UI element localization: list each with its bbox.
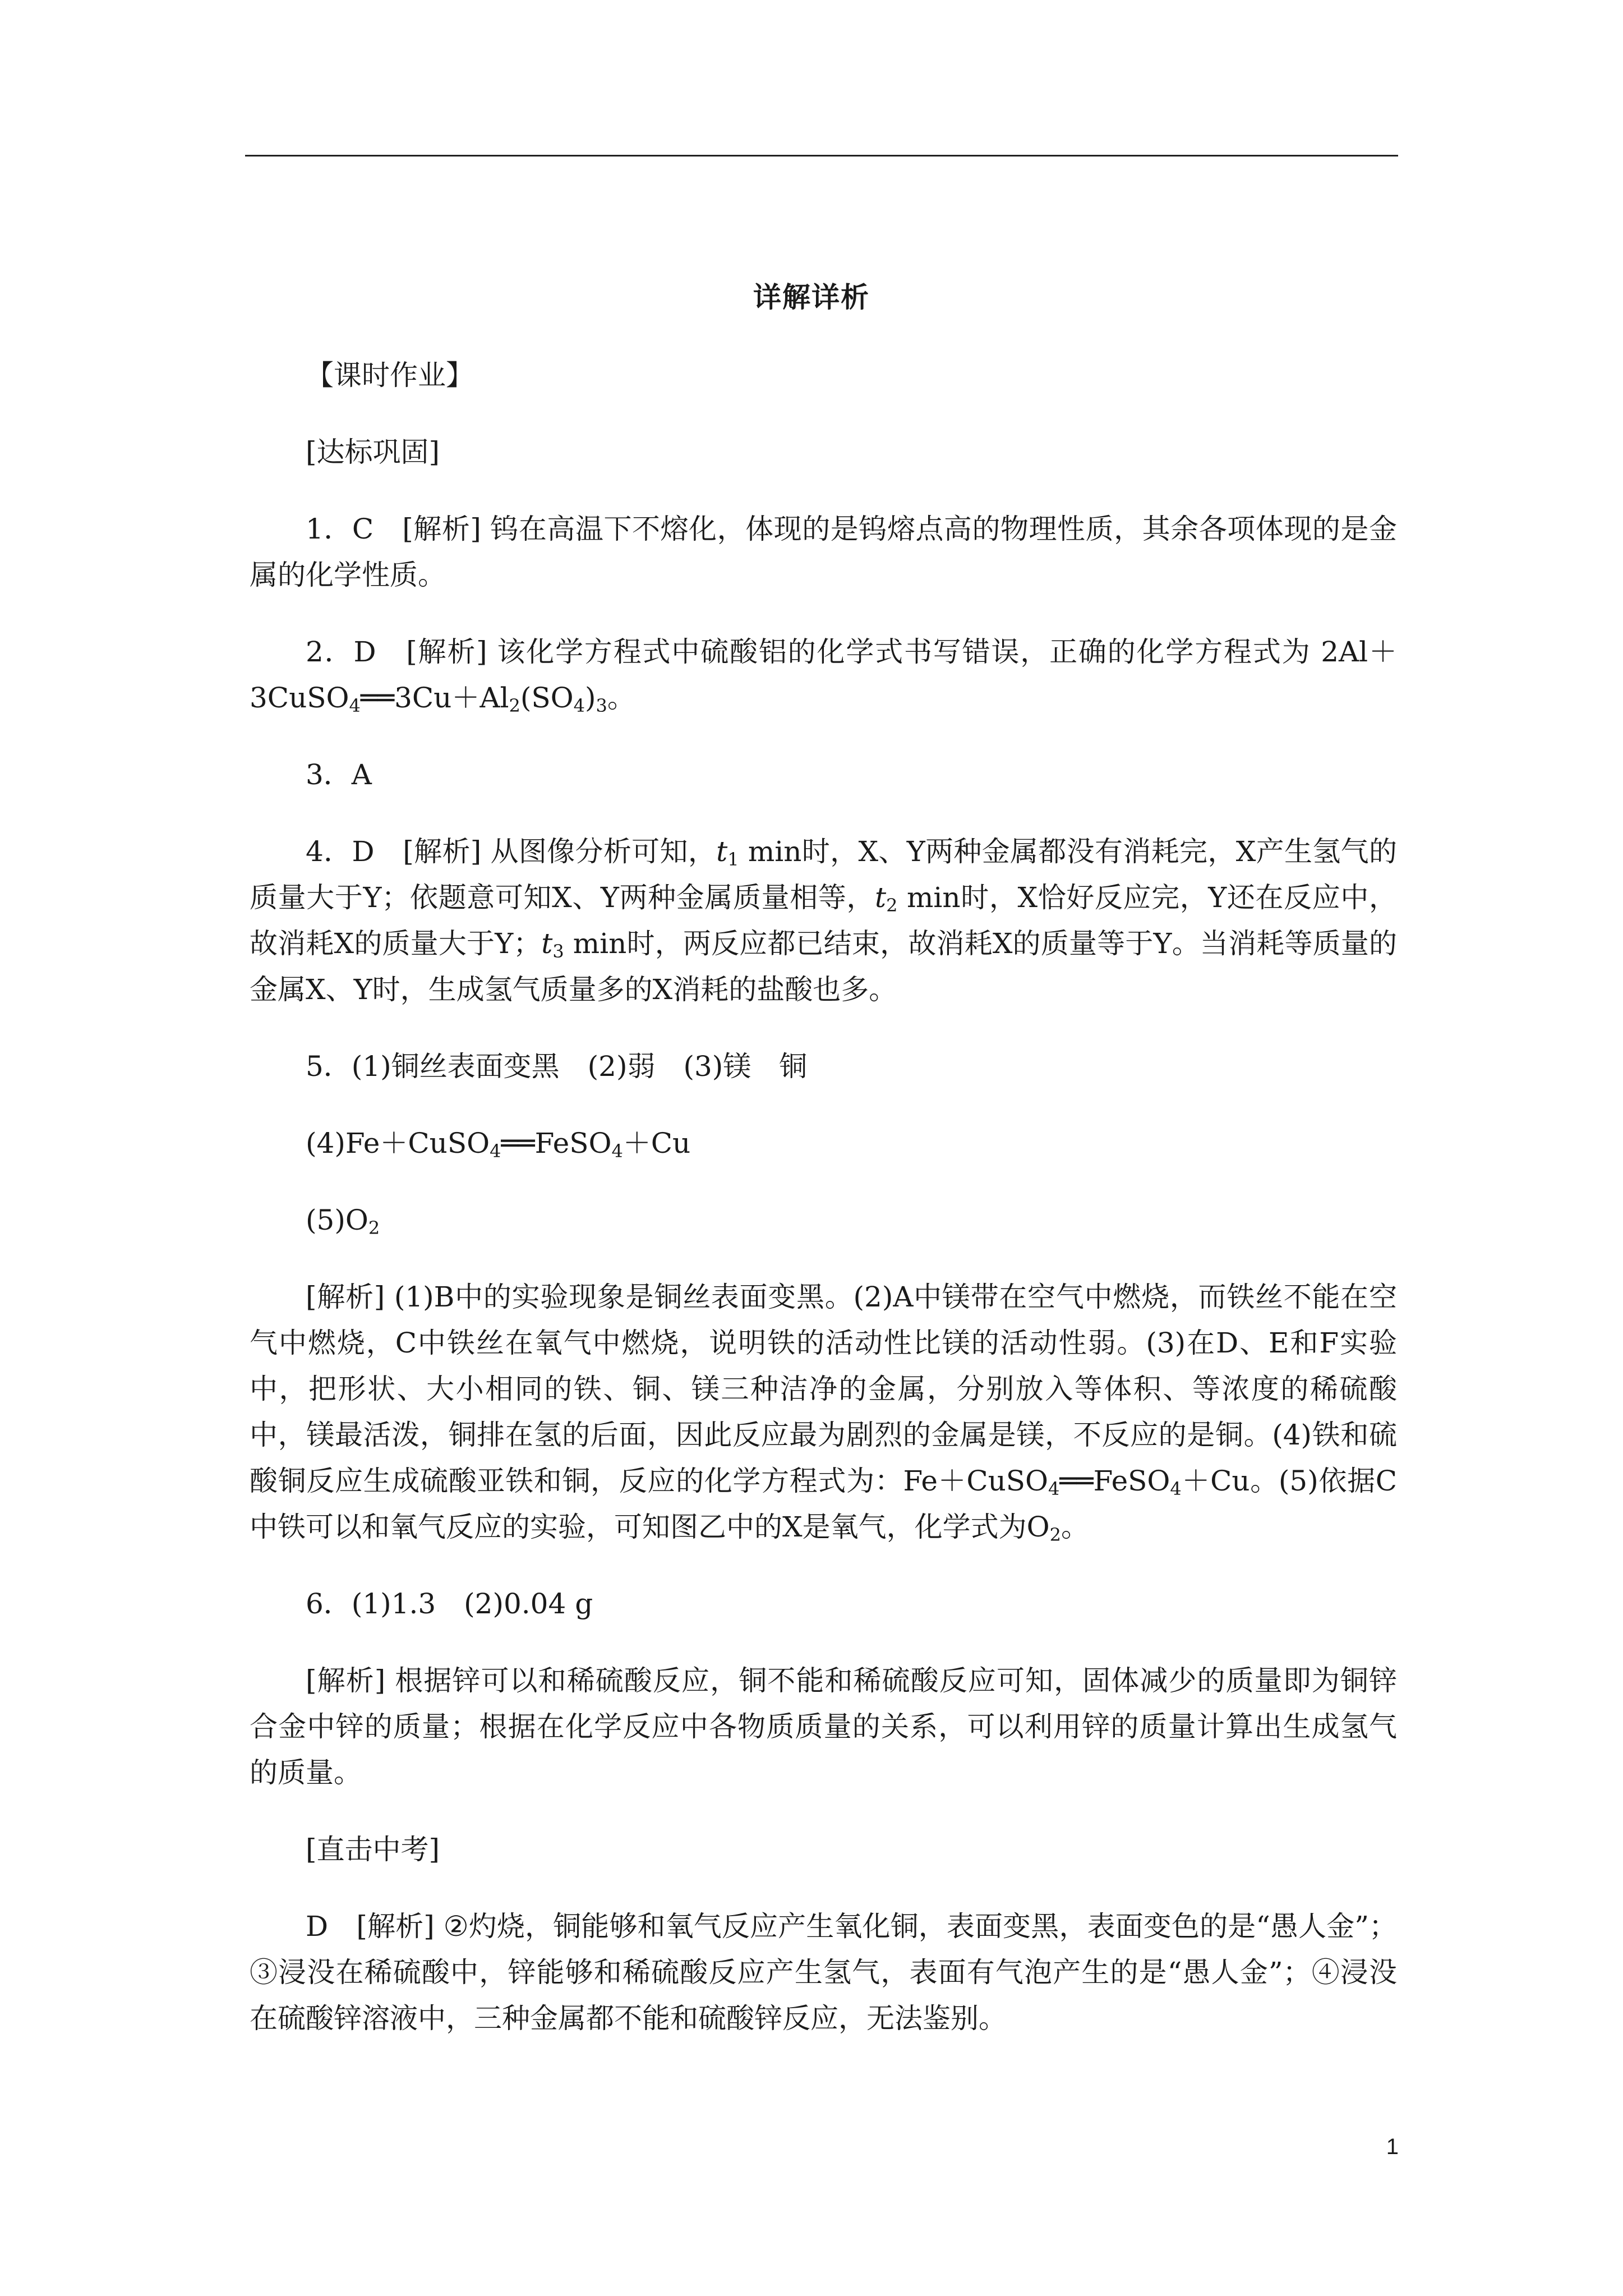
answer-1: 1．C [解析] 钨在高温下不熔化，体现的是钨熔点高的物理性质，其余各项体现的是金属的化学性质。: [250, 513, 1397, 591]
answer-6-line1: 6．(1)1.3 (2)0.04 g: [306, 1588, 593, 1620]
answer-4: 4．D [解析] 从图像分析可知，$t_1$ min时，X、Y两种金属都没有消耗完，X产生氢气的质量大于Y；依题意可知X、Y两种金属质量相等，$t_2$ min时，X恰好反应完，Y还在反应中，故消耗X的质量大于Y；$t_3$ min时，两反应都已结束，故消耗X的质量等于Y。当消耗等质量的金属X、Y时，生成氢气质量多的X消耗的盐酸也多。: [250, 835, 1397, 1006]
section-heading-exam: [直击中考]: [306, 1833, 440, 1866]
section-heading-consolidate: [达标巩固]: [306, 436, 440, 468]
page-number: 1: [1386, 2134, 1399, 2159]
answer-5-line2: (4)Fe＋CuSO$_4$══FeSO$_4$＋Cu: [306, 1127, 691, 1162]
answer-5-analysis: [解析] (1)B中的实验现象是铜丝表面变黑。(2)A中镁带在空气中燃烧，而铁丝不能在空气中燃烧，C中铁丝在氧气中燃烧，说明铁的活动性比镁的活动性弱。(3)在D、E和F实验中，把形状、大小相同的铁、铜、镁三种洁净的金属，分别放入等体积、等浓度的稀硫酸中，镁最活泼，铜排在氢的后面，因此反应最为剧烈的金属是镁，不反应的是铜。(4)铁和硫酸铜反应生成硫酸亚铁和铜，反应的化学方程式为：Fe＋CuSO$_4$══FeSO$_4$＋Cu。(5)依据C中铁可以和氧气反应的实验，可知图乙中的X是氧气，化学式为$O_2$。: [250, 1281, 1398, 1545]
page-title: 详解详析: [753, 281, 870, 314]
header-rule: [245, 155, 1398, 157]
answer-6-analysis: [解析] 根据锌可以和稀硫酸反应，铜不能和稀硫酸反应可知，固体减少的质量即为铜锌合金中锌的质量；根据在化学反应中各物质质量的关系，可以利用锌的质量计算出生成氢气的质量。: [250, 1664, 1397, 1789]
answer-2: 2．D [解析] 该化学方程式中硫酸铝的化学式书写错误，正确的化学方程式为 $2Al+3CuSO_4══3Cu+Al_2(SO_4)_3$。: [250, 636, 1397, 716]
section-heading-homework: 【课时作业】: [306, 359, 474, 392]
answer-3: 3．A: [306, 758, 372, 791]
document-body: [250, 352, 1397, 2072]
exam-answer: D [解析] ②灼烧，铜能够和氧气反应产生氧化铜，表面变黑，表面变色的是“愚人金”；③浸没在稀硫酸中，锌能够和稀硫酸反应产生氢气，表面有气泡产生的是“愚人金”；④浸没在硫酸锌溶液中，三种金属都不能和硫酸锌反应，无法鉴别。: [250, 1910, 1397, 2035]
answer-5-line3: $(5)O_2$: [306, 1204, 380, 1239]
answer-5-line1: 5．(1)铜丝表面变黑 (2)弱 (3)镁 铜: [306, 1050, 808, 1083]
